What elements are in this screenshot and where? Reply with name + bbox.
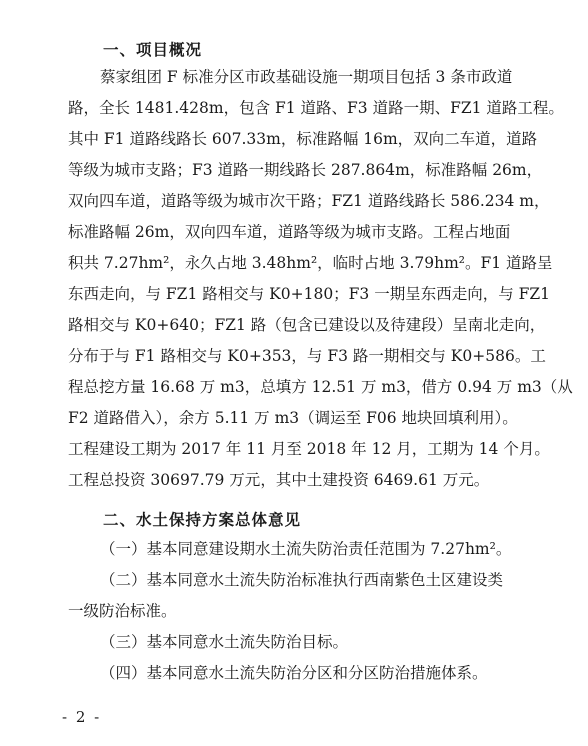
section-1-line: 蔡家组团 F 标准分区市政基础设施一期项目包括 3 条市政道: [100, 68, 513, 86]
section-2-item: （一）基本同意建设期水土流失防治责任范围为 7.27hm²。: [100, 540, 512, 558]
section-1-line: 工程总投资 30697.79 万元，其中土建投资 6469.61 万元。: [68, 471, 490, 489]
section-1-line: 分布于与 F1 路相交与 K0+353，与 F3 路一期相交与 K0+586。工: [68, 347, 546, 365]
section-1-heading: 一、项目概况: [103, 41, 203, 59]
section-1-line: 等级为城市支路；F3 道路一期线路长 287.864m，标准路幅 26m，: [68, 161, 543, 179]
section-1-line: 标准路幅 26m，双向四车道，道路等级为城市支路。工程占地面: [68, 223, 511, 241]
section-2-heading: 二、水土保持方案总体意见: [103, 511, 302, 529]
section-1-line: 程总挖方量 16.68 万 m3，总填方 12.51 万 m3，借方 0.94 万 m3（从: [68, 378, 573, 396]
section-1-line: 其中 F1 道路线路长 607.33m，标准路幅 16m，双向二车道，道路: [68, 130, 538, 148]
section-1-line: 东西走向，与 FZ1 路相交与 K0+180；F3 一期呈东西走向，与 FZ1: [68, 285, 551, 303]
section-1-line: F2 道路借入），余方 5.11 万 m3（调运至 F06 地块回填利用）。: [68, 409, 518, 427]
section-1-line: 双向四车道，道路等级为城市次干路；FZ1 道路线路长 586.234 m，: [68, 192, 550, 210]
section-1-line: 路相交与 K0+640；FZ1 路（包含已建设以及待建段）呈南北走向，: [68, 316, 546, 334]
section-2-item: （四）基本同意水土流失防治分区和分区防治措施体系。: [100, 664, 488, 682]
section-2-item: （二）基本同意水土流失防治标准执行西南紫色土区建设类: [100, 571, 504, 589]
section-1-line: 积共 7.27hm²，永久占地 3.48hm²，临时占地 3.79hm²。F1 道路呈: [68, 254, 553, 272]
section-1-line: 工程建设工期为 2017 年 11 月至 2018 年 12 月，工期为 14 个月。: [68, 440, 550, 458]
section-1-line: 路，全长 1481.428m，包含 F1 道路、F3 道路一期、FZ1 道路工程。: [68, 99, 564, 117]
page-number: - 2 -: [62, 708, 102, 726]
section-2-item-continuation: 一级防治标准。: [68, 602, 177, 620]
section-2-item: （三）基本同意水土流失防治目标。: [100, 633, 349, 651]
